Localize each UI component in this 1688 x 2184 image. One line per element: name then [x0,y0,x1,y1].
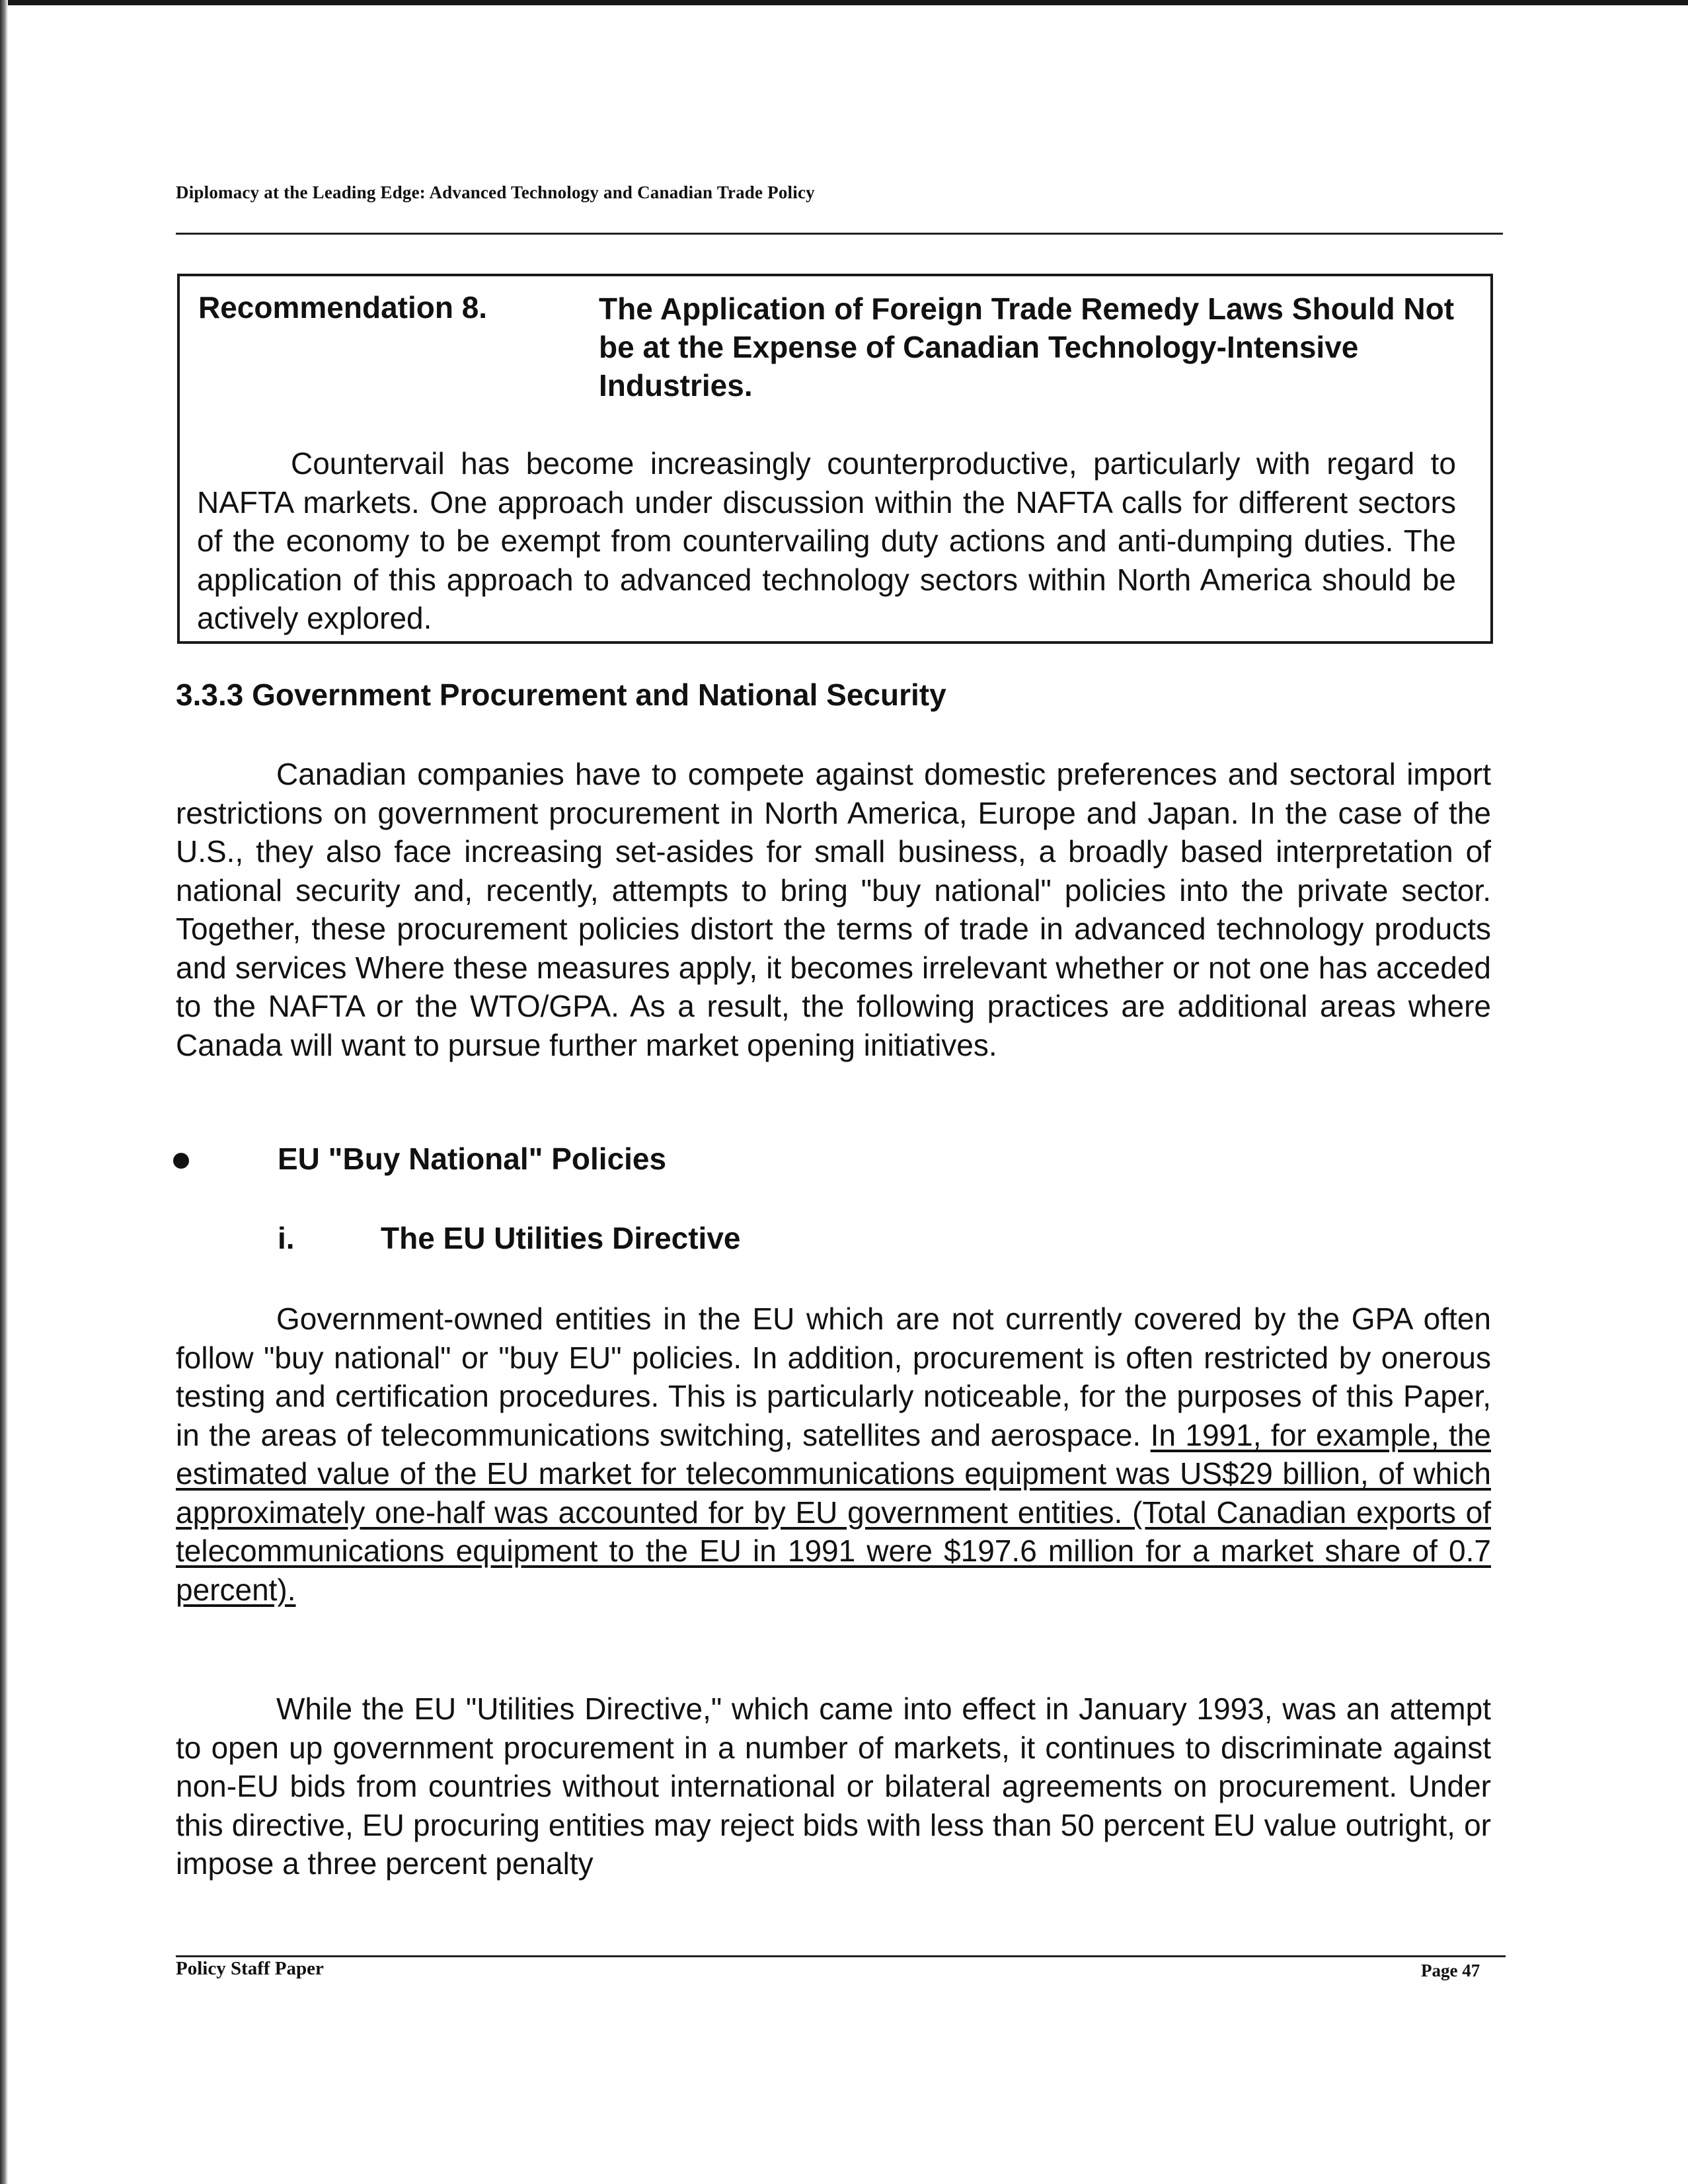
recommendation-title: The Application of Foreign Trade Remedy Laws Should Not be at the Expense of Canadian Technology-Intensive Industries. [599,292,1455,403]
scan-left-edge [0,0,8,2184]
underlined-market-statistics: In 1991, for example, the estimated value of the EU market for telecommunications equipment was US$29 billion, of which approximately one-half was accounted for by EU government entities. (Total Canadian exports of telecommunications equipment to the EU in 1991 were $197.6 million for a market share of 0.7 percent). [176,1417,1491,1607]
footer-publication: Policy Staff Paper [176,1958,324,1979]
page-number: Page 47 [1421,1961,1480,1980]
bullet-icon [173,1153,189,1169]
header-rule [176,233,1503,235]
recommendation-label: Recommendation 8. [198,290,488,325]
subsection-title: The EU Utilities Directive [381,1221,741,1255]
directive-paragraph: While the EU "Utilities Directive," which came into effect in January 1993, was an attempt to open up government procurement in a number of markets, it continues to discriminate against non-EU bids from countries without international or bilateral agreements on procurement. Under this directive, EU procuring entities may reject bids with less than 50 percent EU value outright, or impose a three percent penalty [176,1692,1491,1881]
procurement-paragraph: Canadian companies have to compete against domestic preferences and sectoral import restrictions on government procurement in North America, Europe and Japan. In the case of the U.S., they also face increasing set-asides for small business, a broadly based interpretation of national security and, recently, attempts to bring "buy national" policies into the private sector. Together, these procurement policies distort the terms of trade in advanced technology products and services Where these measures apply, it becomes irrelevant whether or not one has acceded to the NAFTA or the WTO/GPA. As a result, the following practices are additional areas where Canada will want to pursue further market opening initiatives. [176,757,1491,1062]
bullet-heading: EU "Buy National" Policies [278,1142,667,1176]
section-heading: 3.3.3 Government Procurement and National Security [176,678,946,712]
scan-top-border [0,0,1688,5]
subsection-number: i. [278,1221,295,1255]
utilities-paragraph [176,1300,1491,1609]
running-header: Diplomacy at the Leading Edge: Advanced Technology and Canadian Trade Policy [176,182,815,202]
recommendation-body: Countervail has become increasingly counterproductive, particularly with regard to NAFTA markets. One approach under discussion within the NAFTA calls for different sectors of the economy to be exempt from countervailing duty actions and anti-dumping duties. The application of this approach to advanced technology sectors within North America should be actively explored. [197,446,1456,635]
utilities-paragraph-text: Government-owned entities in the EU which are not currently covered by the GPA often follow "buy national" or "buy EU" policies. In addition, procurement is often restricted by onerous testing and certification procedures. This is particularly noticeable, for the purposes of this Paper, in the areas of telecommunications switching, satellites and aerospace. [176,1302,1491,1452]
footer-rule [176,1955,1506,1957]
